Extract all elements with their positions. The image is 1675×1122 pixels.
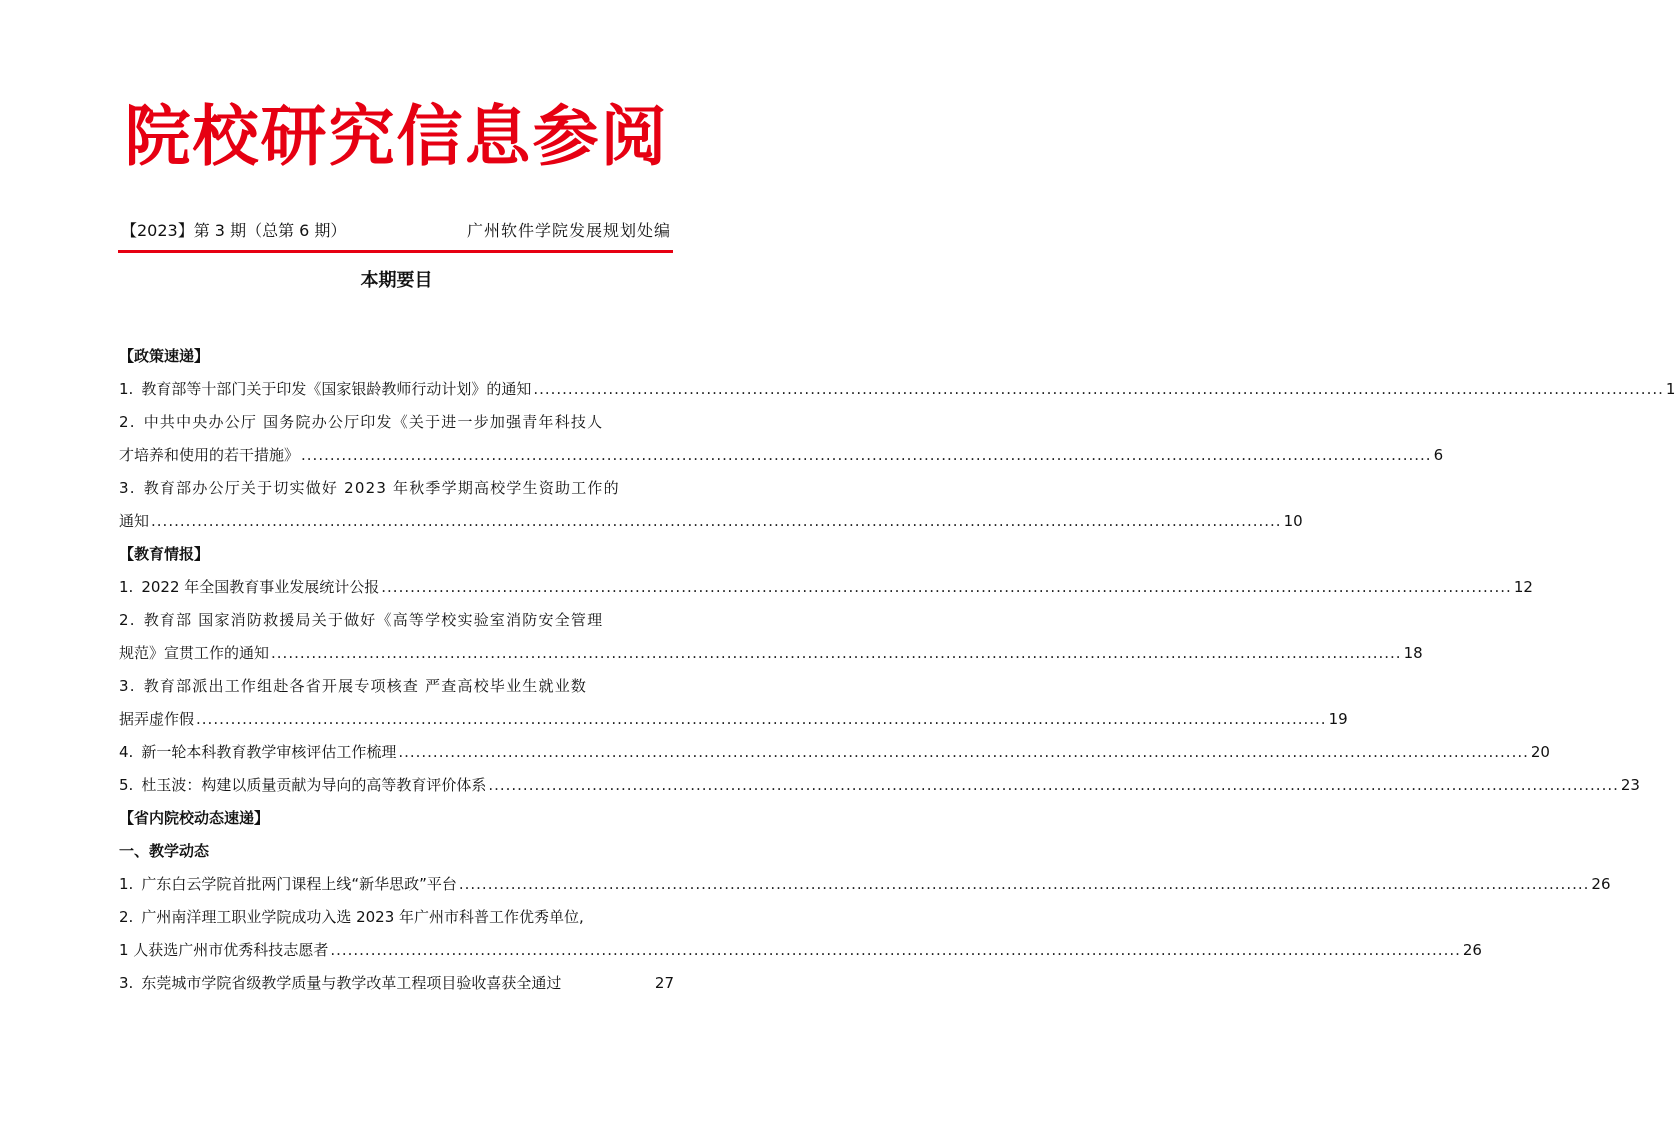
entry-number: 2. [119, 908, 134, 926]
toc-entry[interactable] [119, 736, 1550, 769]
section-heading-policy: 【政策速递】 [119, 347, 210, 365]
section-heading-info: 【教育情报】 [119, 545, 210, 563]
entry-title: 杜玉波：构建以质量贡献为导向的高等教育评价体系 [141, 776, 487, 794]
entry-number: 5. [119, 776, 134, 794]
entry-number: 1. [119, 578, 134, 596]
section-heading-province: 【省内院校动态速递】 [119, 809, 270, 827]
leader-dots [301, 439, 1432, 472]
toc-title: 本期要目 [360, 270, 433, 291]
leader-dots [151, 505, 1282, 538]
toc-entry-line2[interactable] [119, 505, 1303, 538]
toc-entry-line1[interactable] [119, 901, 674, 934]
toc-entry[interactable] [119, 868, 1611, 901]
leader-dots [196, 703, 1327, 736]
toc-entry-line2[interactable] [119, 439, 1444, 472]
entry-page: 26 [1591, 875, 1611, 893]
entry-title-line1: 教育部 国家消防救援局关于做好《高等学校实验室消防安全管理 [143, 611, 604, 629]
leader-dots [398, 736, 1529, 769]
entry-number: 4. [119, 743, 134, 761]
entry-title: 新一轮本科教育教学审核评估工作梳理 [141, 743, 397, 761]
entry-number: 1. [119, 875, 134, 893]
toc-entry-line2[interactable] [119, 703, 1348, 736]
leader-dots [271, 637, 1402, 670]
leader-dots [330, 934, 1461, 967]
table-of-contents [119, 340, 1675, 1000]
entry-title: 1 人获选广州市优秀科技志愿者 [119, 941, 329, 959]
toc-entry-line1[interactable] [119, 406, 674, 439]
subsection-heading-teaching: 一、教学动态 [119, 842, 210, 860]
publisher: 广州软件学院发展规划处编 [466, 221, 671, 240]
entry-page: 20 [1530, 743, 1550, 761]
entry-title: 教育部等十部门关于印发《国家银龄教师行动计划》的通知 [141, 380, 532, 398]
entry-page: 6 [1433, 446, 1444, 464]
leader-dots [533, 373, 1664, 406]
toc-entry-line2[interactable] [119, 934, 1482, 967]
entry-title: 规范》宣贯工作的通知 [119, 644, 270, 662]
entry-title: 据弄虚作假 [119, 710, 195, 728]
entry-title-line1: 中共中央办公厅 国务院办公厅印发《关于进一步加强青年科技人 [143, 413, 604, 431]
entry-title: 通知 [119, 512, 150, 530]
issue-number: 【2023】第 3 期（总第 6 期） [121, 221, 347, 240]
entry-page: 19 [1328, 710, 1348, 728]
entry-page: 23 [1620, 776, 1640, 794]
toc-entry-line2[interactable] [119, 637, 1423, 670]
toc-entry[interactable] [119, 967, 674, 1000]
entry-page: 12 [1513, 578, 1533, 596]
entry-number: 3. [119, 479, 136, 497]
entry-number: 2. [119, 611, 136, 629]
masthead-title: 院校研究信息参阅 [124, 97, 669, 175]
entry-title-line1: 教育部派出工作组赴各省开展专项核查 严查高校毕业生就业数 [143, 677, 588, 695]
red-divider [118, 250, 673, 253]
entry-title: 广东白云学院首批两门课程上线“新华思政”平台 [141, 875, 457, 893]
entry-number: 3. [119, 677, 136, 695]
entry-title-line1: 教育部办公厅关于切实做好 2023 年秋季学期高校学生资助工作的 [143, 479, 620, 497]
entry-page: 27 [654, 974, 674, 992]
toc-entry[interactable] [119, 373, 1675, 406]
entry-title-line1: 广州南洋理工职业学院成功入选 2023 年广州市科普工作优秀单位, [141, 908, 584, 926]
toc-entry-line1[interactable] [119, 604, 674, 637]
entry-number: 1. [119, 380, 134, 398]
leader-dots [459, 868, 1590, 901]
entry-page: 1 [1665, 380, 1675, 398]
entry-title: 2022 年全国教育事业发展统计公报 [141, 578, 380, 596]
toc-entry[interactable] [119, 571, 1533, 604]
entry-page: 10 [1283, 512, 1303, 530]
entry-page: 18 [1403, 644, 1423, 662]
issue-line [121, 219, 671, 243]
entry-title: 才培养和使用的若干措施》 [119, 446, 300, 464]
toc-entry-line1[interactable] [119, 670, 674, 703]
entry-title: 东莞城市学院省级教学质量与教学改革工程项目验收喜获全通过 [141, 974, 562, 992]
leader-dots [488, 769, 1619, 802]
entry-number: 2. [119, 413, 136, 431]
leader-dots [381, 571, 1512, 604]
toc-entry[interactable] [119, 769, 1640, 802]
toc-entry-line1[interactable] [119, 472, 674, 505]
entry-number: 3. [119, 974, 134, 992]
entry-page: 26 [1462, 941, 1482, 959]
